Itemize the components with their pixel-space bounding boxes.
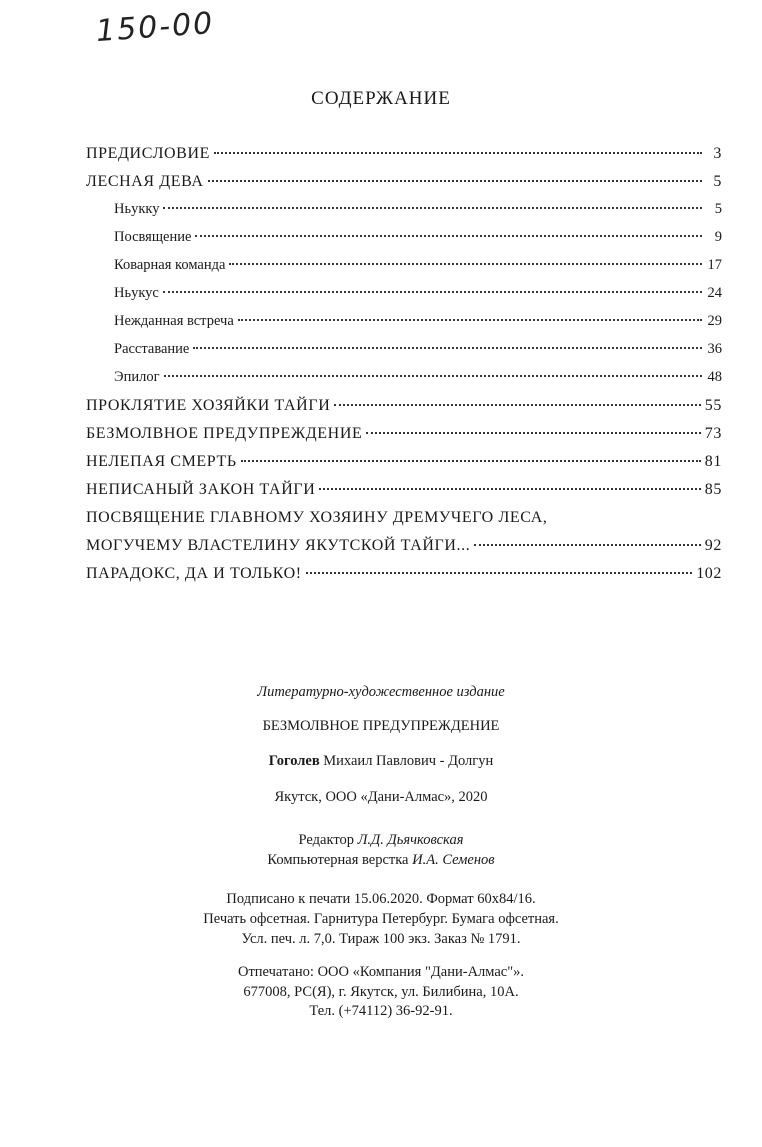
toc-dot-leader <box>163 207 702 209</box>
editor-name: Л.Д. Дьячковская <box>357 832 464 849</box>
toc-entry-label: НЕЛЕПАЯ СМЕРТЬ <box>86 453 237 470</box>
toc-dot-leader <box>163 291 702 293</box>
toc-dot-leader <box>214 152 702 154</box>
toc-entry-label: Коварная команда <box>114 257 226 273</box>
toc-entry-page: 73 <box>704 425 722 442</box>
toc-entry-page: 17 <box>707 257 722 273</box>
toc-entry-label: ПРОКЛЯТИЕ ХОЗЯЙКИ ТАЙГИ <box>86 397 331 414</box>
toc-entry-page: 36 <box>707 341 722 357</box>
layout-label: Компьютерная верстка <box>267 851 409 868</box>
toc-entry <box>86 369 722 397</box>
toc-dot-leader <box>238 319 702 321</box>
imprint-author <box>0 752 762 772</box>
toc-entry-label: Расставание <box>114 341 190 357</box>
toc-entry-page: 92 <box>704 537 722 554</box>
toc-entry-label: НЕПИСАНЫЙ ЗАКОН ТАЙГИ <box>86 481 316 498</box>
toc-entry <box>86 565 722 593</box>
toc-dot-leader <box>319 488 700 490</box>
imprint-book-title: БЕЗМОЛВНОЕ ПРЕДУПРЕЖДЕНИЕ <box>262 717 500 734</box>
toc-entry <box>86 425 722 453</box>
toc-entry-label: ПАРАДОКС, ДА И ТОЛЬКО! <box>86 565 302 582</box>
toc-dot-leader <box>306 572 693 574</box>
toc-entry <box>86 229 722 257</box>
toc-entry <box>86 201 722 229</box>
toc-dot-leader <box>334 404 700 406</box>
toc-entry <box>86 481 722 509</box>
toc-entry <box>86 397 722 425</box>
toc-entry <box>86 453 722 481</box>
toc-entry-label: Посвящение <box>114 229 192 245</box>
toc-entry <box>86 257 722 285</box>
layout-name: И.А. Семенов <box>412 851 495 868</box>
print-info-line-1: Подписано к печати 15.06.2020. Формат 60х84/16. <box>226 891 536 908</box>
editor-label: Редактор <box>298 832 354 849</box>
toc-dot-leader <box>366 432 700 434</box>
toc-entry-page: 3 <box>713 145 722 162</box>
printer-line-3: Тел. (+74112) 36-92-91. <box>309 1003 453 1020</box>
toc-entry-page: 55 <box>704 397 722 414</box>
toc-entry <box>86 173 722 201</box>
toc-entry <box>86 341 722 369</box>
table-of-contents <box>86 145 722 593</box>
publisher-line: Якутск, ООО «Дани-Алмас», 2020 <box>274 788 488 805</box>
handwritten-price: 150-00 <box>94 5 216 50</box>
editor-line <box>0 831 762 851</box>
author-surname: Гоголев <box>268 753 320 770</box>
toc-entry-page: 102 <box>696 565 722 582</box>
toc-entry <box>86 537 722 565</box>
toc-entry-label: БЕЗМОЛВНОЕ ПРЕДУПРЕЖДЕНИЕ <box>86 425 363 442</box>
toc-dot-leader <box>229 263 702 265</box>
toc-dot-leader <box>208 180 702 182</box>
print-info-line-2: Печать офсетная. Гарнитура Петербург. Бумага офсетная. <box>203 910 559 927</box>
toc-entry-page: 24 <box>707 285 722 301</box>
toc-entry-page: 5 <box>714 201 722 217</box>
print-info-line-3: Усл. печ. л. 7,0. Тираж 100 экз. Заказ № 1791. <box>241 930 521 947</box>
toc-entry <box>86 145 722 173</box>
toc-entry-page: 81 <box>704 453 722 470</box>
imprint <box>0 683 762 1022</box>
printer-line-1: Отпечатано: ООО «Компания "Дани-Алмас"». <box>237 964 525 981</box>
toc-entry-label: Нежданная встреча <box>114 313 234 329</box>
toc-dot-leader <box>474 544 700 546</box>
toc-dot-leader <box>241 460 701 462</box>
toc-dot-leader <box>164 375 702 377</box>
toc-entry <box>86 285 722 313</box>
toc-entry-label: ПОСВЯЩЕНИЕ ГЛАВНОМУ ХОЗЯИНУ ДРЕМУЧЕГО ЛЕСА, <box>86 509 548 526</box>
toc-entry-label: ПРЕДИСЛОВИЕ <box>86 145 210 162</box>
toc-entry-label: Ньукус <box>114 285 159 301</box>
toc-entry-page: 5 <box>713 173 722 190</box>
layout-line <box>0 851 762 871</box>
toc-dot-leader <box>195 235 702 237</box>
toc-entry-label: ЛЕСНАЯ ДЕВА <box>86 173 204 190</box>
toc-entry <box>86 313 722 341</box>
toc-entry-page: 85 <box>704 481 722 498</box>
author-name: Михаил Павлович - Долгун <box>323 753 494 770</box>
toc-entry-page: 48 <box>707 369 722 385</box>
edition-type: Литературно-художественное издание <box>257 684 505 700</box>
printer-line-2: 677008, РС(Я), г. Якутск, ул. Билибина, 10А. <box>243 983 519 1000</box>
toc-entry <box>86 509 722 537</box>
toc-entry-page: 29 <box>707 313 722 329</box>
toc-entry-label: Эпилог <box>114 369 160 385</box>
toc-entry-label: Ньукку <box>114 201 160 217</box>
toc-entry-label: МОГУЧЕМУ ВЛАСТЕЛИНУ ЯКУТСКОЙ ТАЙГИ... <box>86 537 471 554</box>
toc-title: СОДЕРЖАНИЕ <box>311 88 451 109</box>
toc-entry-page: 9 <box>714 229 722 245</box>
toc-dot-leader <box>193 347 702 349</box>
